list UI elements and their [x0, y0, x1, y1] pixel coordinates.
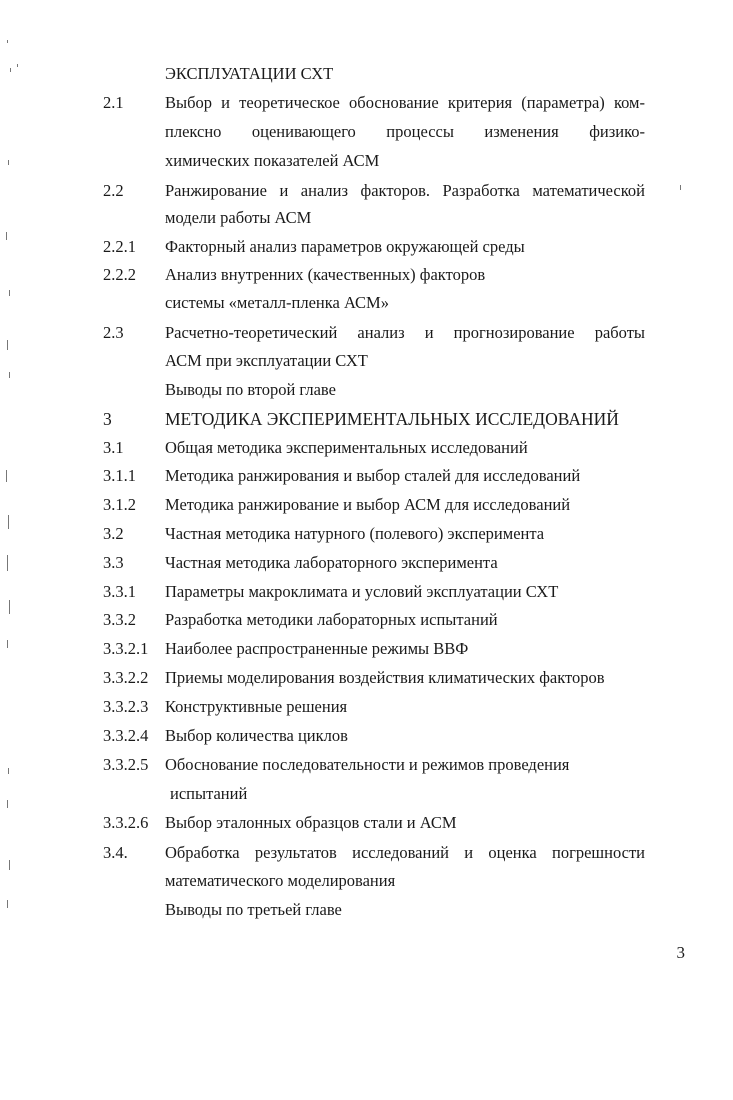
toc-entry-number: 2.2 [103, 181, 124, 200]
toc-entry-number: 3.3.2.2 [103, 668, 149, 687]
toc-entry-title: Частная методика натурного (полевого) эксперимента [165, 524, 545, 543]
toc-entry-title: Обоснование последовательности и режимов проведения [165, 755, 570, 774]
toc-entry-title: Разработка методики лабораторных испытаний [165, 610, 498, 629]
toc-entry-number: 3.3.2 [103, 610, 136, 629]
toc-entry-title: химических показателей АСМ [165, 151, 380, 170]
toc-entry-title: испытаний [170, 784, 248, 803]
toc-entry-number: 3.3.2.6 [103, 813, 149, 832]
toc-entry-title: Выбор эталонных образцов стали и АСМ [165, 813, 457, 832]
toc-entry-title: Расчетно-теоретический анализ и прогнозирование работы [165, 323, 645, 342]
toc-entry-number: 2.1 [103, 93, 124, 112]
toc-entry-title: Факторный анализ параметров окружающей среды [165, 237, 525, 256]
toc-entry-title: Анализ внутренних (качественных) факторов [165, 265, 486, 284]
toc-entry-title: Частная методика лабораторного эксперимента [165, 553, 498, 572]
toc-entry-title: Параметры макроклимата и условий эксплуатации СХТ [165, 582, 559, 601]
toc-entry-number: 3.4. [103, 843, 128, 862]
page-number: 3 [676, 943, 685, 962]
toc-entry-number: 2.2.1 [103, 237, 136, 256]
toc-entry-number: 3 [103, 409, 112, 429]
toc-entry-title: Выбор и теоретическое обоснование критерия (параметра) ком- [165, 93, 645, 112]
toc-entry-number: 3.3.2.5 [103, 755, 149, 774]
toc-entry-title: Общая методика экспериментальных исследований [165, 438, 528, 457]
toc-entry-number: 3.1.1 [103, 466, 136, 485]
toc-entry-title: Ранжирование и анализ факторов. Разработка математической [165, 181, 645, 200]
toc-entry-title: Наиболее распространенные режимы ВВФ [165, 639, 469, 658]
toc-entry-title: АСМ при эксплуатации СХТ [165, 351, 368, 370]
toc-entry-title: Обработка результатов исследований и оценка погрешности [165, 843, 645, 862]
toc-entry-title: математического моделирования [165, 871, 396, 890]
toc-entry-title: плексно оценивающего процессы изменения физико- [165, 122, 645, 141]
toc-entry-title: Приемы моделирования воздействия климатических факторов [165, 668, 605, 687]
toc-entry-number: 3.3.2.3 [103, 697, 149, 716]
toc-entry-number: 2.2.2 [103, 265, 136, 284]
toc-entry-number: 3.3.1 [103, 582, 136, 601]
toc-entry-title: модели работы АСМ [165, 208, 312, 227]
toc-entry-title: Методика ранжирования и выбор сталей для исследований [165, 466, 581, 485]
toc-entry-number: 3.1 [103, 438, 124, 457]
toc-entry-title: Выбор количества циклов [165, 726, 348, 745]
toc-entry-number: 2.3 [103, 323, 124, 342]
toc-entry-title: Выводы по третьей главе [165, 900, 342, 919]
toc-entry-number: 3.3.2.1 [103, 639, 149, 658]
toc-entry-title: системы «металл-пленка АСМ» [165, 293, 389, 312]
toc-entry-title: Выводы по второй главе [165, 380, 336, 399]
toc-entry-title: Конструктивные решения [165, 697, 348, 716]
toc-entry-number: 3.1.2 [103, 495, 136, 514]
toc-entry-number: 3.3 [103, 553, 124, 572]
toc-entry-title: Методика ранжирование и выбор АСМ для исследований [165, 495, 571, 514]
toc-entry-number: 3.3.2.4 [103, 726, 149, 745]
toc-entry-title: МЕТОДИКА ЭКСПЕРИМЕНТАЛЬНЫХ ИССЛЕДОВАНИЙ [165, 409, 619, 429]
toc-entry-number: 3.2 [103, 524, 124, 543]
toc-entry-title: ЭКСПЛУАТАЦИИ СХТ [165, 64, 334, 83]
